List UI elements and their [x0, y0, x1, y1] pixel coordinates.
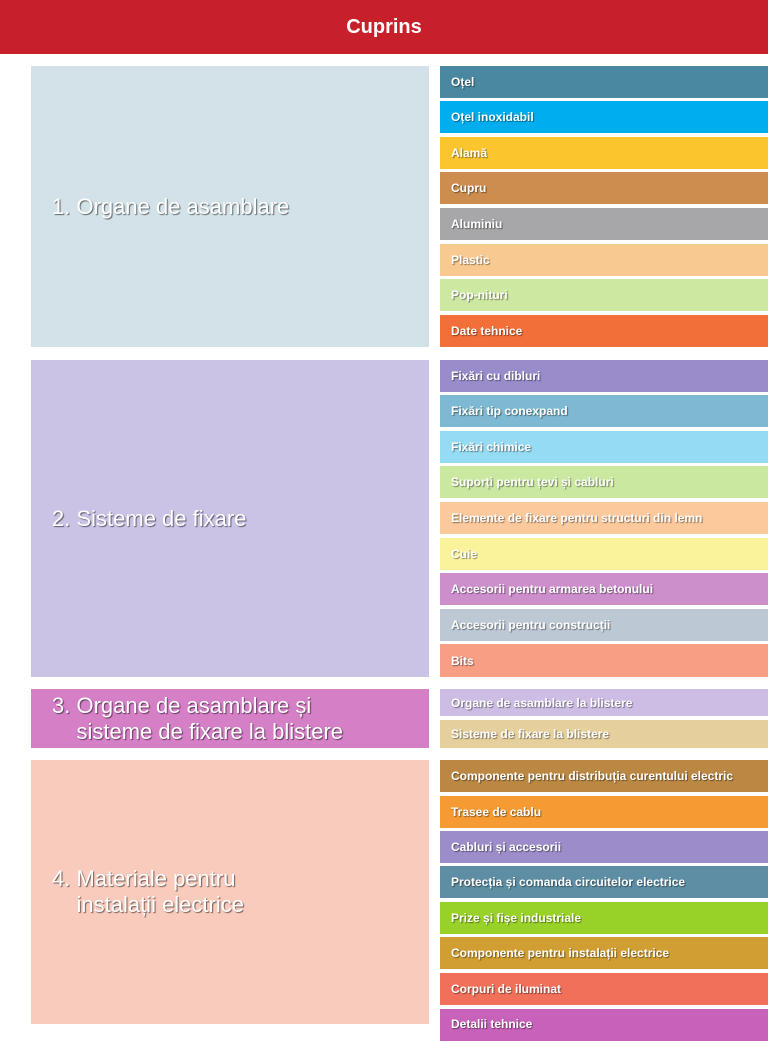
item-date-tehnice[interactable]	[440, 315, 768, 347]
item-otel[interactable]	[440, 66, 768, 98]
item-label: Detalii tehnice	[451, 1017, 533, 1031]
section-sisteme-de-fixare[interactable]	[31, 360, 429, 677]
item-label: Organe de asamblare la blistere	[451, 695, 633, 710]
item-label: Date tehnice	[451, 324, 523, 338]
item-label: Trasee de cablu	[451, 805, 542, 819]
section-number: 4.	[52, 866, 77, 891]
item-fixari-chimice[interactable]	[440, 431, 768, 463]
section-number: 3.	[52, 692, 77, 718]
item-accesorii-constructii[interactable]	[440, 609, 768, 641]
item-label: Plastic	[451, 253, 490, 267]
item-pop-nituri[interactable]	[440, 279, 768, 311]
item-label: Protecția și comanda circuitelor electrice	[451, 875, 686, 889]
item-fixari-tip-conexpand[interactable]	[440, 395, 768, 427]
section-materiale-instalatii-electrice[interactable]	[31, 760, 429, 1024]
section-title: Organe de asamblare	[76, 193, 290, 219]
item-protectia-comanda-circuite[interactable]	[440, 866, 768, 898]
item-elemente-fixare-lemn[interactable]	[440, 502, 768, 534]
page-title: Cuprins	[346, 15, 422, 38]
item-detalii-tehnice[interactable]	[440, 1009, 768, 1041]
section-title: Materiale pentru instalații electrice	[76, 866, 244, 917]
item-suporti-tevi-cabluri[interactable]	[440, 466, 768, 498]
item-label: Oțel inoxidabil	[451, 110, 534, 124]
item-organe-asamblare-blistere[interactable]	[440, 689, 768, 716]
item-label: Oțel	[451, 75, 475, 89]
item-componente-distributie-curent[interactable]	[440, 760, 768, 792]
item-label: Corpuri de iluminat	[451, 982, 562, 996]
item-plastic[interactable]	[440, 244, 768, 276]
item-label: Fixări tip conexpand	[451, 404, 568, 418]
item-label: Suporți pentru țevi și cabluri	[451, 475, 614, 489]
item-corpuri-iluminat[interactable]	[440, 973, 768, 1005]
item-cuie[interactable]	[440, 538, 768, 570]
item-otel-inoxidabil[interactable]	[440, 101, 768, 133]
item-label: Sisteme de fixare la blistere	[451, 727, 610, 741]
section-number: 2.	[52, 505, 77, 531]
item-label: Accesorii pentru armarea betonului	[451, 582, 654, 596]
item-alama[interactable]	[440, 137, 768, 169]
item-label: Prize și fișe industriale	[451, 911, 582, 925]
item-sisteme-fixare-blistere[interactable]	[440, 720, 768, 748]
item-cabluri-accesorii[interactable]	[440, 831, 768, 863]
item-label: Elemente de fixare pentru structuri din lemn	[451, 511, 703, 525]
item-aluminiu[interactable]	[440, 208, 768, 240]
item-label: Pop-nituri	[451, 288, 508, 302]
item-label: Bits	[451, 653, 474, 668]
item-label: Cupru	[451, 181, 487, 195]
item-prize-fise-industriale[interactable]	[440, 902, 768, 934]
item-label: Cabluri și accesorii	[451, 840, 562, 854]
item-accesorii-armare-beton[interactable]	[440, 573, 768, 605]
item-bits[interactable]	[440, 644, 768, 677]
item-label: Componente pentru instalații electrice	[451, 946, 670, 960]
item-trasee-de-cablu[interactable]	[440, 796, 768, 828]
item-cupru[interactable]	[440, 172, 768, 204]
item-label: Accesorii pentru construcții	[451, 618, 611, 632]
section-blistere[interactable]	[31, 689, 429, 748]
section-title: Organe de asamblare și sisteme de fixare la blistere	[76, 692, 344, 744]
page-header	[0, 0, 768, 54]
item-componente-instalatii-electrice[interactable]	[440, 937, 768, 969]
item-label: Componente pentru distribuția curentului electric	[451, 769, 734, 783]
section-title: Sisteme de fixare	[76, 505, 247, 531]
item-label: Aluminiu	[451, 217, 503, 231]
item-label: Fixări chimice	[451, 440, 532, 454]
item-fixari-cu-dibluri[interactable]	[440, 360, 768, 392]
item-label: Alamă	[451, 146, 488, 160]
item-label: Cuie	[451, 547, 478, 561]
item-label: Fixări cu dibluri	[451, 369, 541, 383]
section-number: 1.	[52, 193, 77, 219]
section-organe-de-asamblare[interactable]	[31, 66, 429, 347]
